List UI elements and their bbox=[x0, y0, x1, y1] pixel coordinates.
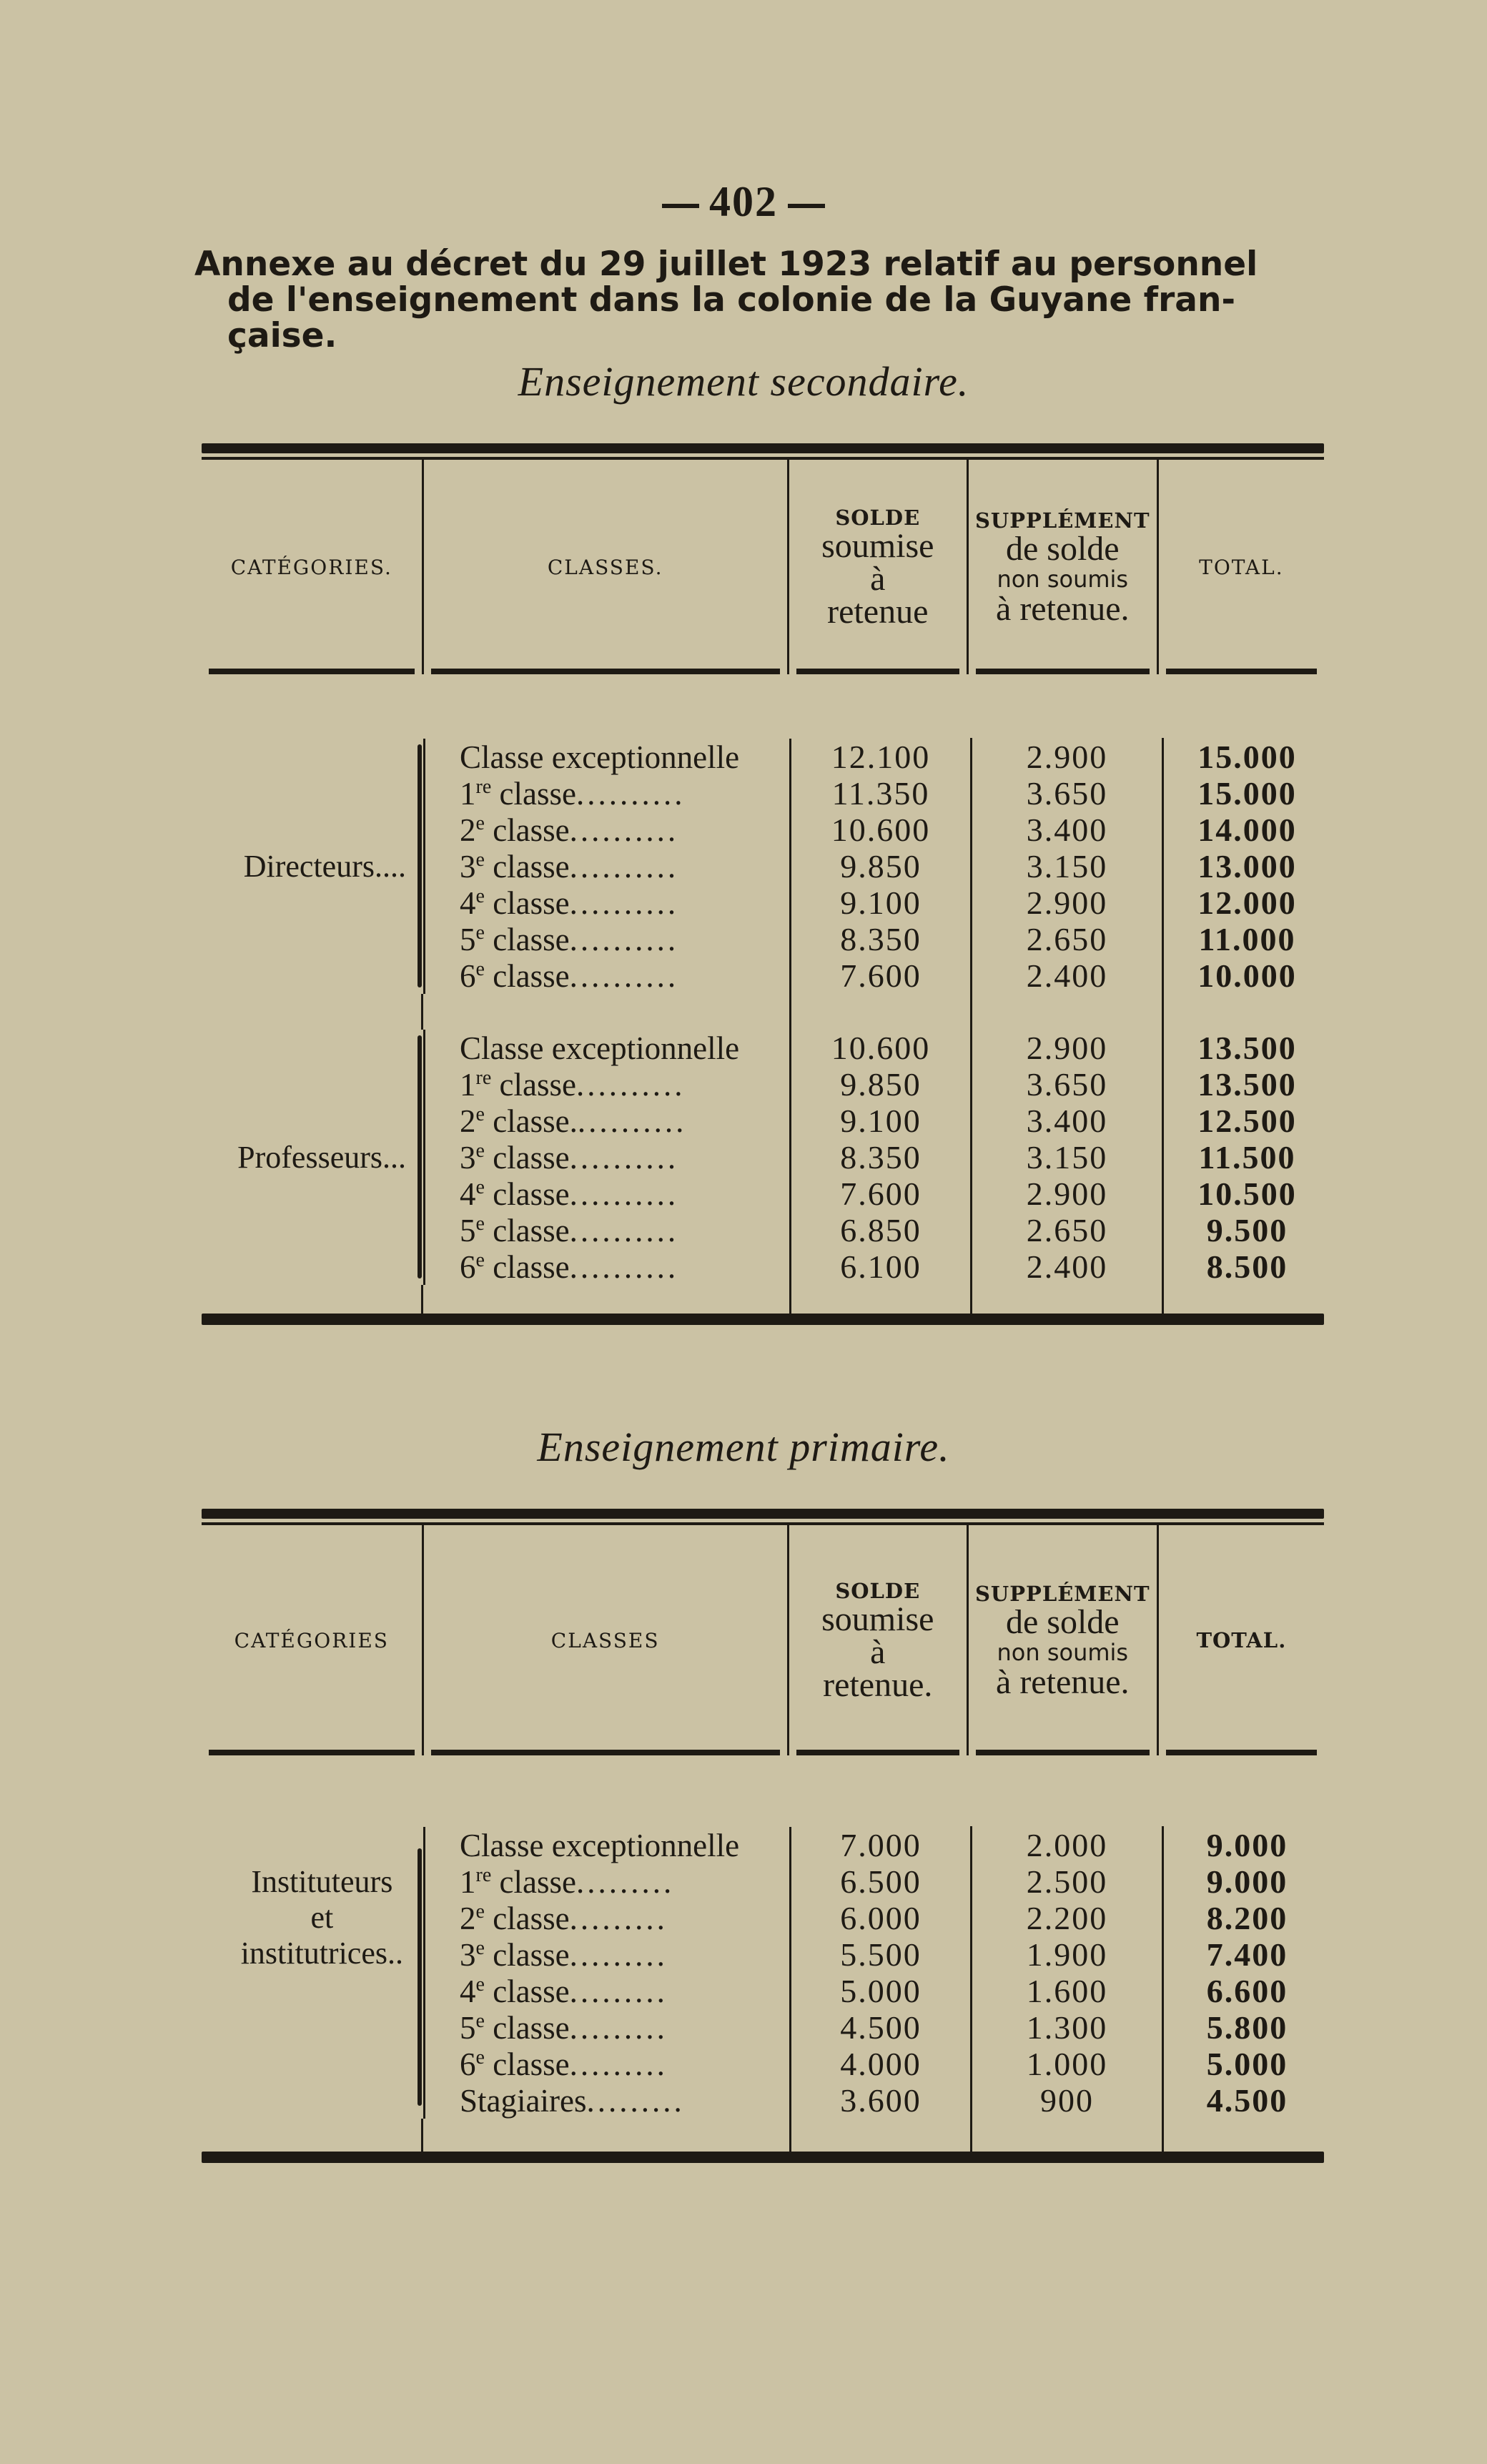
header-categories: CATÉGORIES bbox=[202, 1525, 424, 1755]
group-directeurs bbox=[202, 739, 1330, 994]
header-categories: CATÉGORIES. bbox=[202, 460, 424, 674]
group-instituteurs bbox=[202, 1827, 1330, 2119]
title-line-3: çaise. bbox=[227, 316, 337, 355]
header-total: TOTAL. bbox=[1159, 460, 1324, 674]
brace bbox=[418, 1848, 422, 2106]
table-row: 5e classe......... 4.500 1.300 5.800 bbox=[425, 2009, 1330, 2046]
title-line-1: Annexe au décret du 29 juillet 1923 relatif au personnel bbox=[194, 245, 1258, 284]
dash-left bbox=[662, 204, 699, 208]
page-number: 402 bbox=[0, 177, 1487, 227]
top-rule bbox=[202, 1509, 1324, 1519]
bottom-rule bbox=[202, 2152, 1324, 2163]
category-instituteurs: Instituteurs et institutrices.. bbox=[202, 1827, 425, 2119]
table-row: 3e classe.......... 8.350 3.150 11.500 bbox=[425, 1139, 1330, 1176]
table-row: Classe exceptionnelle 12.100 2.900 15.000 bbox=[425, 739, 1330, 775]
table-header bbox=[202, 460, 1324, 674]
rows-directeurs bbox=[425, 739, 1330, 994]
table-row: 1re classe......... 6.500 2.500 9.000 bbox=[425, 1863, 1330, 1900]
bottom-rule bbox=[202, 1314, 1324, 1325]
table-row: 6e classe.......... 7.600 2.400 10.000 bbox=[425, 957, 1330, 994]
table-row: Classe exceptionnelle 7.000 2.000 9.000 bbox=[425, 1827, 1330, 1863]
table-body bbox=[202, 674, 1324, 1314]
table-row: Stagiaires......... 3.600 900 4.500 bbox=[425, 2082, 1330, 2119]
table-row: 3e classe.......... 9.850 3.150 13.000 bbox=[425, 848, 1330, 884]
dash-right bbox=[788, 204, 825, 208]
table-row: 5e classe.......... 6.850 2.650 9.500 bbox=[425, 1212, 1330, 1248]
header-solde: SOLDE soumise à retenue. bbox=[789, 1525, 969, 1755]
table-row: Classe exceptionnelle 10.600 2.900 13.500 bbox=[425, 1030, 1330, 1066]
table-row: 4e classe.......... 9.100 2.900 12.000 bbox=[425, 884, 1330, 921]
table-row: 2e classe......... 6.000 2.200 8.200 bbox=[425, 1900, 1330, 1936]
table-row: 6e classe......... 4.000 1.000 5.000 bbox=[425, 2046, 1330, 2082]
document-title bbox=[194, 247, 1324, 354]
table-row: 6e classe.......... 6.100 2.400 8.500 bbox=[425, 1248, 1330, 1285]
header-solde: SOLDE soumise à retenue bbox=[789, 460, 969, 674]
table-header bbox=[202, 1525, 1324, 1755]
header-classes: CLASSES. bbox=[424, 460, 789, 674]
rows-professeurs bbox=[425, 1030, 1330, 1285]
title-line-2: de l'enseignement dans la colonie de la Guyane fran- bbox=[227, 280, 1235, 320]
header-classes: CLASSES bbox=[424, 1525, 789, 1755]
top-rule bbox=[202, 443, 1324, 453]
table-row: 4e classe.......... 7.600 2.900 10.500 bbox=[425, 1176, 1330, 1212]
table-primaire bbox=[202, 1509, 1324, 2163]
table-secondaire bbox=[202, 443, 1324, 1325]
section-title-primaire: Enseignement primaire. bbox=[537, 1424, 950, 1470]
table-row: 3e classe......... 5.500 1.900 7.400 bbox=[425, 1936, 1330, 1973]
header-supplement: SUPPLÉMENT de solde non soumis à retenue. bbox=[969, 460, 1159, 674]
brace bbox=[418, 1035, 422, 1278]
table-row: 2e classe.......... 10.600 3.400 14.000 bbox=[425, 812, 1330, 848]
table-row: 1re classe.......... 9.850 3.650 13.500 bbox=[425, 1066, 1330, 1103]
table-body bbox=[202, 1755, 1324, 2152]
section-title-secondaire: Enseignement secondaire. bbox=[518, 358, 969, 405]
table-row: 4e classe......... 5.000 1.600 6.600 bbox=[425, 1973, 1330, 2009]
category-directeurs: Directeurs.... bbox=[202, 739, 425, 994]
group-professeurs bbox=[202, 1030, 1330, 1285]
table-row: 2e classe........... 9.100 3.400 12.500 bbox=[425, 1103, 1330, 1139]
table-row: 1re classe.......... 11.350 3.650 15.000 bbox=[425, 775, 1330, 812]
category-professeurs: Professeurs... bbox=[202, 1030, 425, 1285]
brace bbox=[418, 744, 422, 987]
header-supplement: SUPPLÉMENT de solde non soumis à retenue. bbox=[969, 1525, 1159, 1755]
rows-instituteurs bbox=[425, 1827, 1330, 2119]
header-total: TOTAL. bbox=[1159, 1525, 1324, 1755]
table-row: 5e classe.......... 8.350 2.650 11.000 bbox=[425, 921, 1330, 957]
